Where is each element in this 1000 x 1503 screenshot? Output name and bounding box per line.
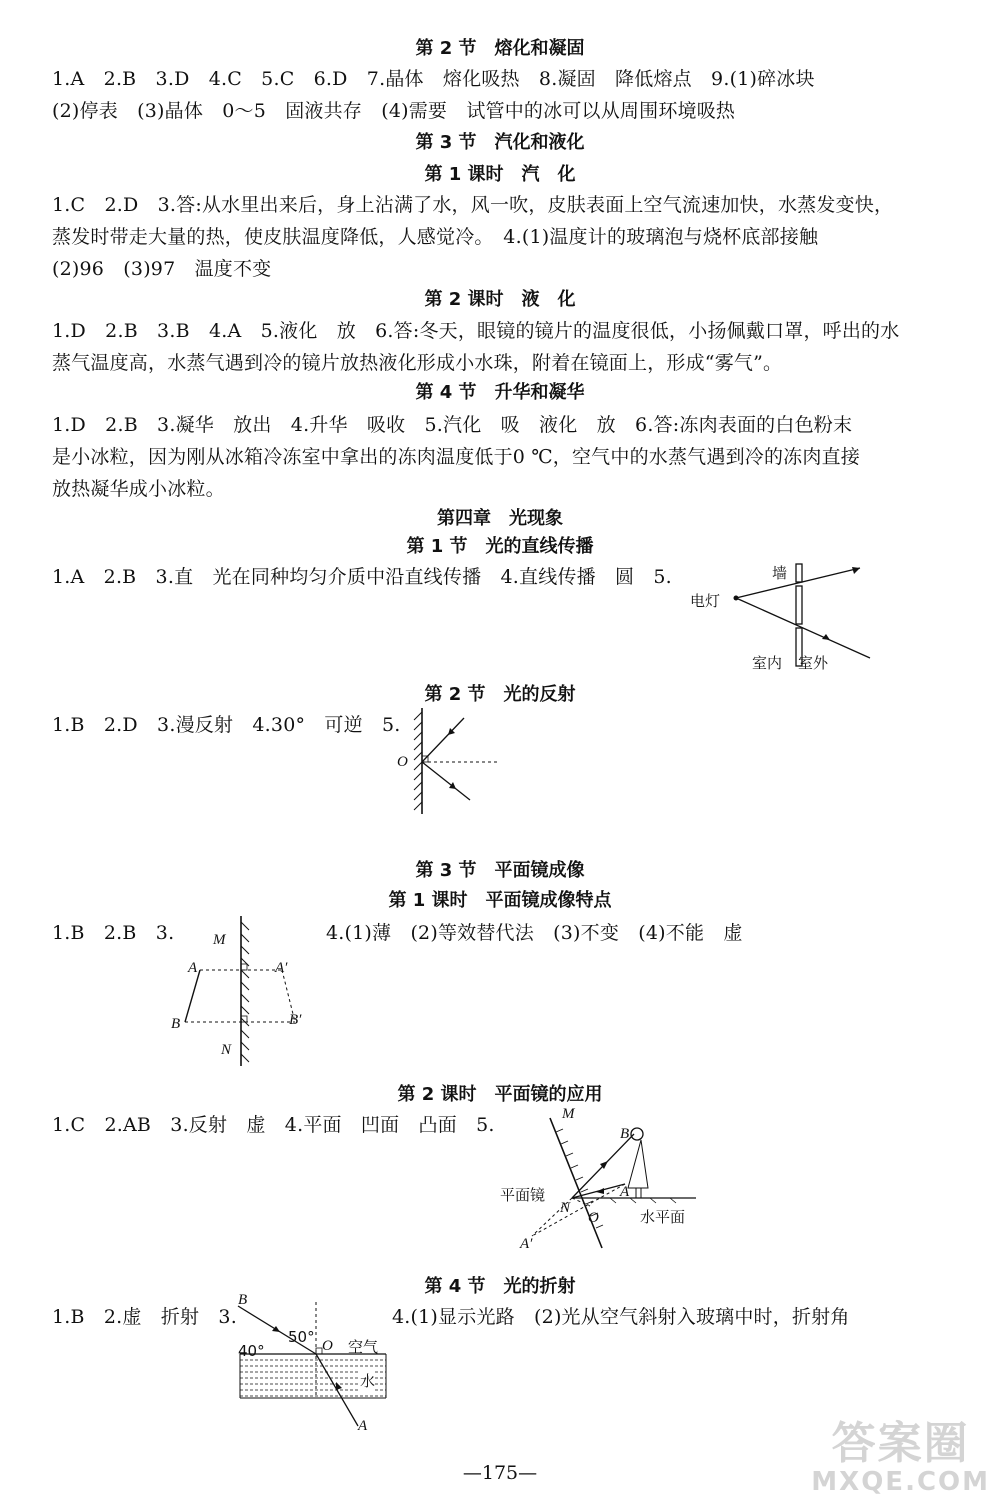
answer-line: 1.C 2.D 3.答:从水里出来后，身上沾满了水，风一吹，皮肤表面上空气流速加快，水蒸发变快， <box>52 194 894 216</box>
answer-line: 放热凝华成小冰粒。 <box>52 478 225 500</box>
label-o: O <box>588 1210 599 1226</box>
label-a: A <box>188 960 198 976</box>
label-angle-50: 50° <box>288 1328 315 1346</box>
figure-reflection <box>392 706 532 818</box>
label-o: O <box>322 1338 333 1354</box>
page-number: —175— <box>462 1462 538 1484</box>
label-wall: 墙 <box>772 564 788 582</box>
label-angle-40: 40° <box>238 1342 265 1360</box>
section-heading: 第 4 节 光的折射 <box>424 1276 576 1297</box>
label-outdoor: 室外 <box>798 654 829 672</box>
answer-line: 4.(1)薄 (2)等效替代法 (3)不变 (4)不能 虚 <box>326 922 743 944</box>
section-heading: 第 3 节 汽化和液化 <box>415 132 585 153</box>
answer-line: 1.B 2.B 3. <box>52 922 175 944</box>
figure-svg <box>690 558 890 678</box>
lesson-heading: 第 2 课时 平面镜的应用 <box>397 1084 603 1105</box>
answer-line: 是小冰粒，因为刚从冰箱冷冻室中拿出的冻肉温度低于0 ℃，空气中的水蒸气遇到冷的冻肉直接 <box>52 446 860 468</box>
label-ground: 水平面 <box>640 1208 686 1226</box>
section-heading: 第 3 节 平面镜成像 <box>415 860 585 881</box>
label-n: N <box>221 1042 232 1058</box>
answer-line: 蒸发时带走大量的热，使皮肤温度降低，人感觉冷。 4.(1)温度计的玻璃泡与烧杯底部接触 <box>52 226 819 248</box>
label-indoor: 室内 <box>752 654 783 672</box>
answer-line: 4.(1)显示光路 (2)光从空气斜射入玻璃中时，折射角 <box>392 1306 850 1328</box>
watermark <box>811 1407 990 1497</box>
label-n: N <box>560 1200 571 1216</box>
watermark-top: 答案圈 <box>831 1418 970 1469</box>
figure-straight-light <box>690 558 890 678</box>
answer-line: 1.D 2.B 3.B 4.A 5.液化 放 6.答:冬天，眼镜的镜片的温度很低，小扬佩戴口罩，呼出的水 <box>52 320 900 342</box>
answer-line: (2)96 (3)97 温度不变 <box>52 258 272 280</box>
figure-mirror-application <box>500 1106 710 1258</box>
label-a: A <box>620 1184 630 1200</box>
label-a: A <box>358 1418 368 1434</box>
label-lamp: 电灯 <box>690 592 721 610</box>
answer-line: 1.A 2.B 3.直 光在同种均匀介质中沿直线传播 4.直线传播 圆 5. <box>52 566 672 588</box>
answer-line: 蒸气温度高，水蒸气遇到冷的镜片放热液化形成小水珠，附着在镜面上，形成“雾气”。 <box>52 352 783 374</box>
label-b-prime: B′ <box>289 1012 302 1028</box>
label-b: B <box>171 1016 181 1032</box>
answer-line: (2)停表 (3)晶体 0～5 固液共存 (4)需要 试管中的冰可以从周围环境吸热 <box>52 100 736 122</box>
answer-line: 1.C 2.AB 3.反射 虚 4.平面 凹面 凸面 5. <box>52 1114 495 1136</box>
answer-line: 1.B 2.虚 折射 3. <box>52 1306 237 1328</box>
section-heading: 第 4 节 升华和凝华 <box>415 382 585 403</box>
label-air: 空气 <box>348 1338 379 1356</box>
answer-line: 1.B 2.D 3.漫反射 4.30° 可逆 5. <box>52 714 401 736</box>
label-b: B <box>620 1126 630 1142</box>
figure-svg <box>392 706 532 818</box>
label-mirror: 平面镜 <box>500 1186 546 1204</box>
answer-line: 1.A 2.B 3.D 4.C 5.C 6.D 7.晶体 熔化吸热 8.凝固 降低熔点 9.(1)碎冰块 <box>52 68 815 90</box>
figure-svg <box>165 912 325 1070</box>
label-m: M <box>213 932 226 948</box>
watermark-bottom: MXQE.COM <box>811 1467 990 1497</box>
lesson-heading: 第 1 课时 平面镜成像特点 <box>388 890 612 911</box>
answer-line: 1.D 2.B 3.凝华 放出 4.升华 吸收 5.汽化 吸 液化 放 6.答:冻肉表面的白色粉末 <box>52 414 853 436</box>
label-o: O <box>397 754 408 770</box>
label-b: B <box>238 1292 248 1308</box>
label-water: 水 <box>360 1372 376 1390</box>
lesson-heading: 第 2 课时 液 化 <box>424 289 576 310</box>
figure-svg <box>226 1296 416 1436</box>
chapter-heading: 第四章 光现象 <box>437 508 563 529</box>
section-heading: 第 1 节 光的直线传播 <box>406 536 594 557</box>
label-m: M <box>562 1106 575 1122</box>
figure-plane-mirror <box>165 912 325 1070</box>
label-a-prime: A′ <box>275 960 288 976</box>
label-a-prime: A′ <box>520 1236 533 1252</box>
section-heading: 第 2 节 熔化和凝固 <box>415 38 585 59</box>
figure-refraction <box>226 1292 416 1436</box>
lesson-heading: 第 1 课时 汽 化 <box>424 164 576 185</box>
section-heading: 第 2 节 光的反射 <box>424 684 576 705</box>
